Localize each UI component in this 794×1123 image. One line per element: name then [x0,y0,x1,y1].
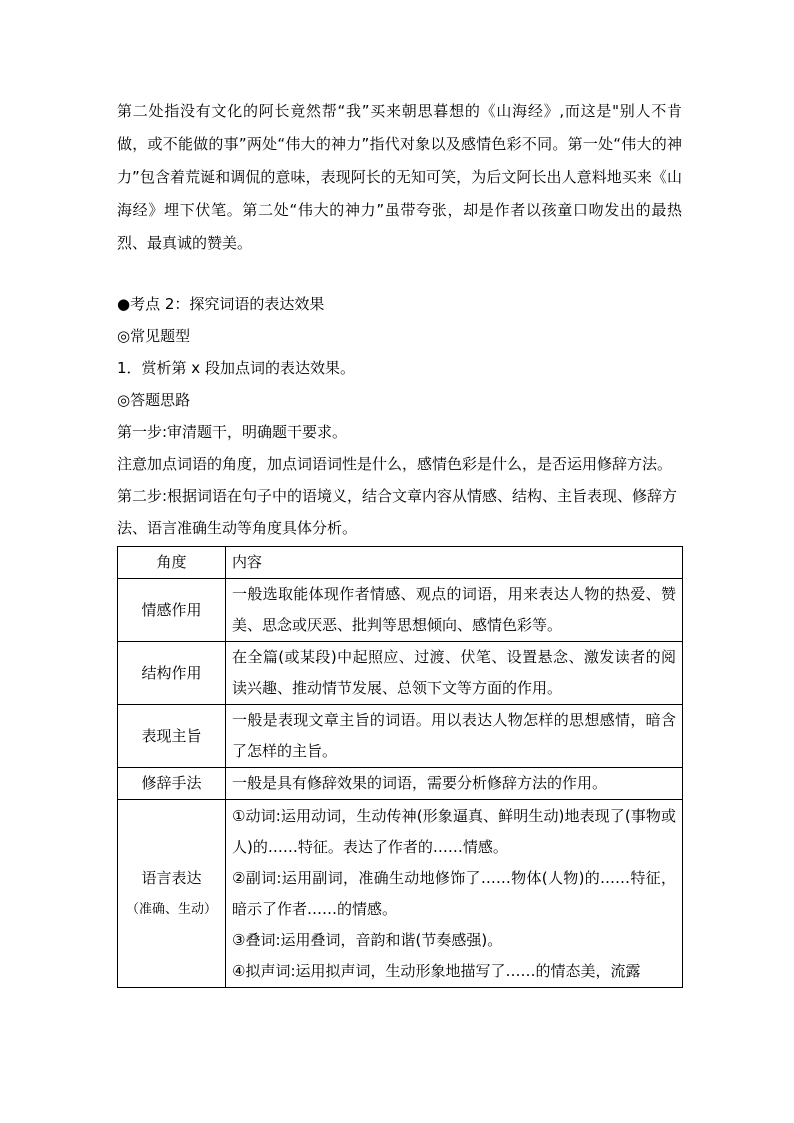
header-angle: 角度 [118,547,226,579]
row-angle: 表现主旨 [118,705,226,768]
row-content: 一般是表现文章主旨的词语。用以表达人物怎样的思想感情，暗含了怎样的主旨。 [226,705,683,768]
table-row-language [118,800,683,988]
step-2: 第二步:根据词语在句子中的语境义，结合文章内容从情感、结构、主旨表现、修辞方法、语言准确生动等角度具体分析。 [117,487,678,537]
list-item: ②副词:运用副词，准确生动地修饰了……物体(人物)的……特征，暗示了作者……的情感。 [232,868,676,918]
row-angle: 修辞手法 [118,768,226,800]
row-content: 一般是具有修辞效果的词语，需要分析修辞方法的作用。 [226,768,683,800]
spacer [117,260,682,288]
row-content: 在全篇(或某段)中起照应、过渡、伏笔、设置悬念、激发读者的阅读兴趣、推动情节发展、总领下文等方面的作用。 [226,642,683,705]
document-page [117,90,682,988]
row-content-language [226,800,683,988]
table-row [118,579,683,642]
list-item: ①动词:运用动词，生动传神(形象逼真、鲜明生动)地表现了(事物或人)的……特征。表达了作者的……情感。 [232,806,676,856]
table-header-row [118,547,683,579]
row-angle-language [118,800,226,988]
row-angle: 结构作用 [118,642,226,705]
approach-label: ◎答题思路 [117,391,191,409]
list-item: ④拟声词:运用拟声词，生动形象地描写了……的情态美，流露 [232,961,641,980]
table-row [118,705,683,768]
table-row [118,642,683,705]
table-row [118,768,683,800]
intro-paragraph: 第二处指没有文化的阿长竟然帮“我”买来朝思暮想的《山海经》,而这是"别人不肯做，或不能做的事”两处“伟大的神力”指代对象以及感情色彩不同。第一处“伟大的神力”包含着荒诞和调侃的意味，表现阿长的无知可笑，为后文阿长出人意料地买来《山海经》埋下伏笔。第二处“伟大的神力”虽带夸张，却是作者以孩童口吻发出的最热烈、最真诚的赞美。 [117,102,682,252]
list-item: ③叠词:运用叠词，音韵和谐(节奏感强)。 [232,930,503,949]
question-1: 1．赏析第 x 段加点词的表达效果。 [117,359,355,377]
row-content: 一般选取能体现作者情感、观点的词语，用来表达人物的热爱、赞美、思念或厌恶、批判等思想倾向、感情色彩等。 [226,579,683,642]
row-angle: 情感作用 [118,579,226,642]
expression-effect-table [117,546,683,988]
step-1: 第一步:审清题干，明确题干要求。 [117,423,348,441]
row-angle-label: 语言表达 [141,868,202,887]
common-types-label: ◎常见题型 [117,327,191,345]
step-1-note: 注意加点词语的角度，加点词语词性是什么，感情色彩是什么，是否运用修辞方法。 [117,455,673,473]
row-angle-sublabel: （准确、生动） [125,901,217,917]
section-heading: ●考点 2：探究词语的表达效果 [117,295,325,313]
header-content: 内容 [226,547,683,579]
